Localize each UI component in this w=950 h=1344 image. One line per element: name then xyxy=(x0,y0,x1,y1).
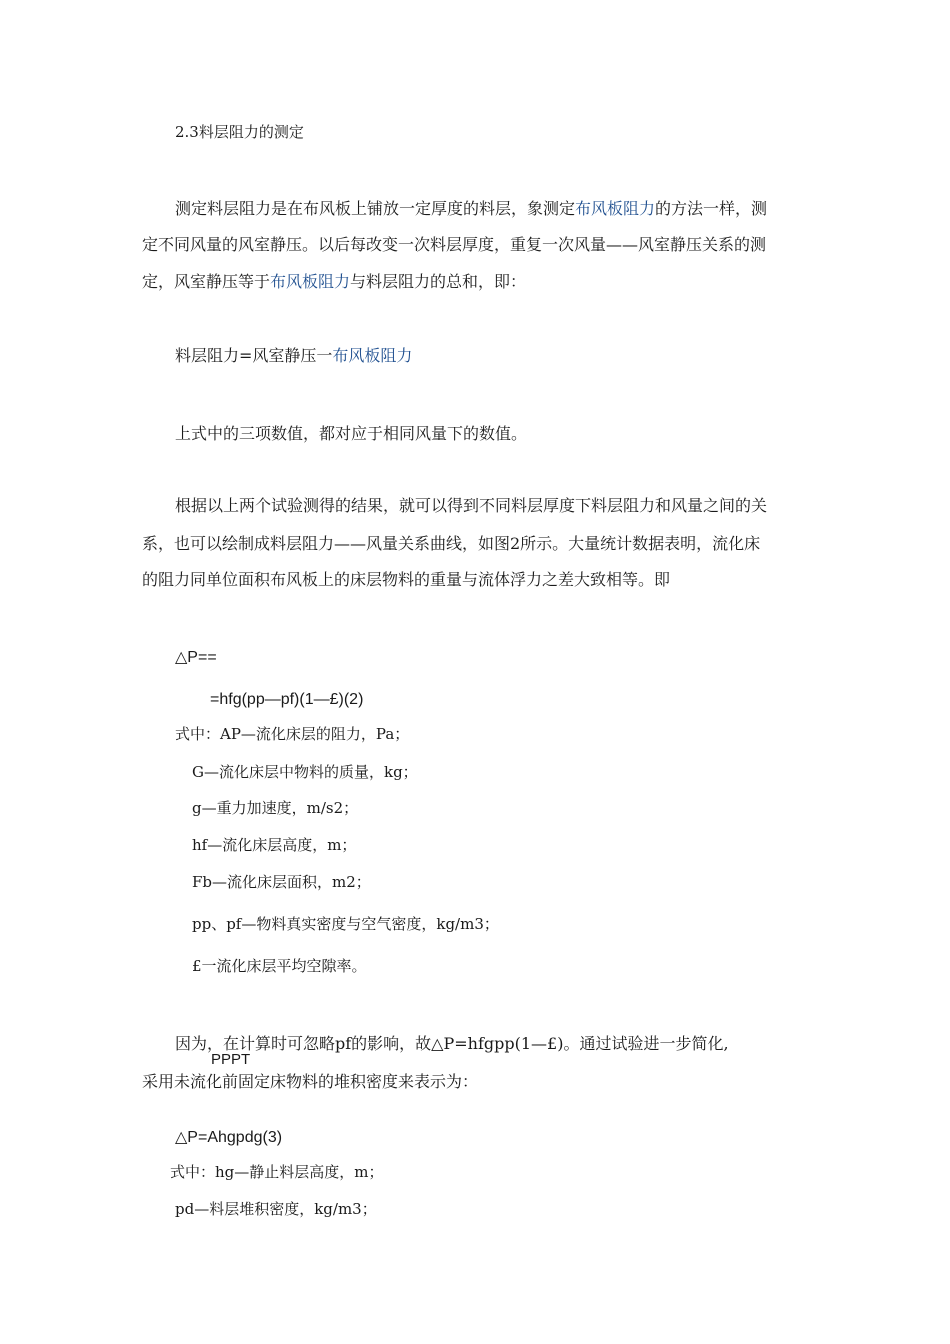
where-intro: 式中：hg—静止料层高度，m； xyxy=(170,1163,384,1181)
where-item: pd—料层堆积密度，kg/m3； xyxy=(175,1200,377,1218)
paragraph-line: 上式中的三项数值，都对应于相同风量下的数值。 xyxy=(175,424,528,443)
section-heading: 2.3料层阻力的测定 xyxy=(175,123,304,141)
equation: =hfg(pp—pf)(1—£)(2) xyxy=(210,691,364,708)
term-link[interactable]: 布风板阻力 xyxy=(575,199,656,218)
where-intro: 式中：AP—流化床层的阻力，Pa； xyxy=(175,725,410,743)
paragraph-line xyxy=(175,199,767,219)
text: 的方法一样，测 xyxy=(655,199,768,218)
text: 料层阻力=风室静压一 xyxy=(175,346,333,365)
formula-line xyxy=(175,346,412,366)
text: 与料层阻力的总和，即： xyxy=(350,272,527,291)
where-item: g—重力加速度，m/s2； xyxy=(192,799,359,817)
text: 测定料层阻力是在布风板上铺放一定厚度的料层，象测定 xyxy=(175,199,576,218)
where-item: £一流化床层平均空隙率。 xyxy=(192,957,367,975)
equation: △P=Ahgpdg(3) xyxy=(175,1129,283,1146)
where-item: hf—流化床层高度，m； xyxy=(192,836,357,854)
equation: △P== xyxy=(175,649,217,666)
subscript-row: PPPT xyxy=(211,1051,251,1068)
text: 定，风室静压等于 xyxy=(142,272,271,291)
paragraph-line xyxy=(142,272,526,292)
where-item: Fb—流化床层面积，m2； xyxy=(192,873,371,891)
paragraph-line: 采用未流化前固定床物料的堆积密度来表示为： xyxy=(142,1072,479,1091)
paragraph-line: 因为，在计算时可忽略pf的影响，故△P=hfgpp(1—£)。通过试验进一步简化, xyxy=(175,1034,729,1053)
paragraph-line: 系，也可以绘制成料层阻力——风量关系曲线，如图2所示。大量统计数据表明，流化床 xyxy=(142,534,761,553)
term-link[interactable]: 布风板阻力 xyxy=(270,272,351,291)
where-item: G—流化床层中物料的质量，kg； xyxy=(192,763,418,781)
where-item: pp、pf—物料真实密度与空气密度，kg/m3； xyxy=(192,915,499,933)
paragraph-line: 根据以上两个试验测得的结果，就可以得到不同料层厚度下料层阻力和风量之间的关 xyxy=(175,496,768,515)
paragraph-line: 定不同风量的风室静压。以后每改变一次料层厚度，重复一次风量——风室静压关系的测 xyxy=(142,235,767,254)
paragraph-line: 的阻力同单位面积布风板上的床层物料的重量与流体浮力之差大致相等。即 xyxy=(142,570,671,589)
term-link[interactable]: 布风板阻力 xyxy=(332,346,413,365)
